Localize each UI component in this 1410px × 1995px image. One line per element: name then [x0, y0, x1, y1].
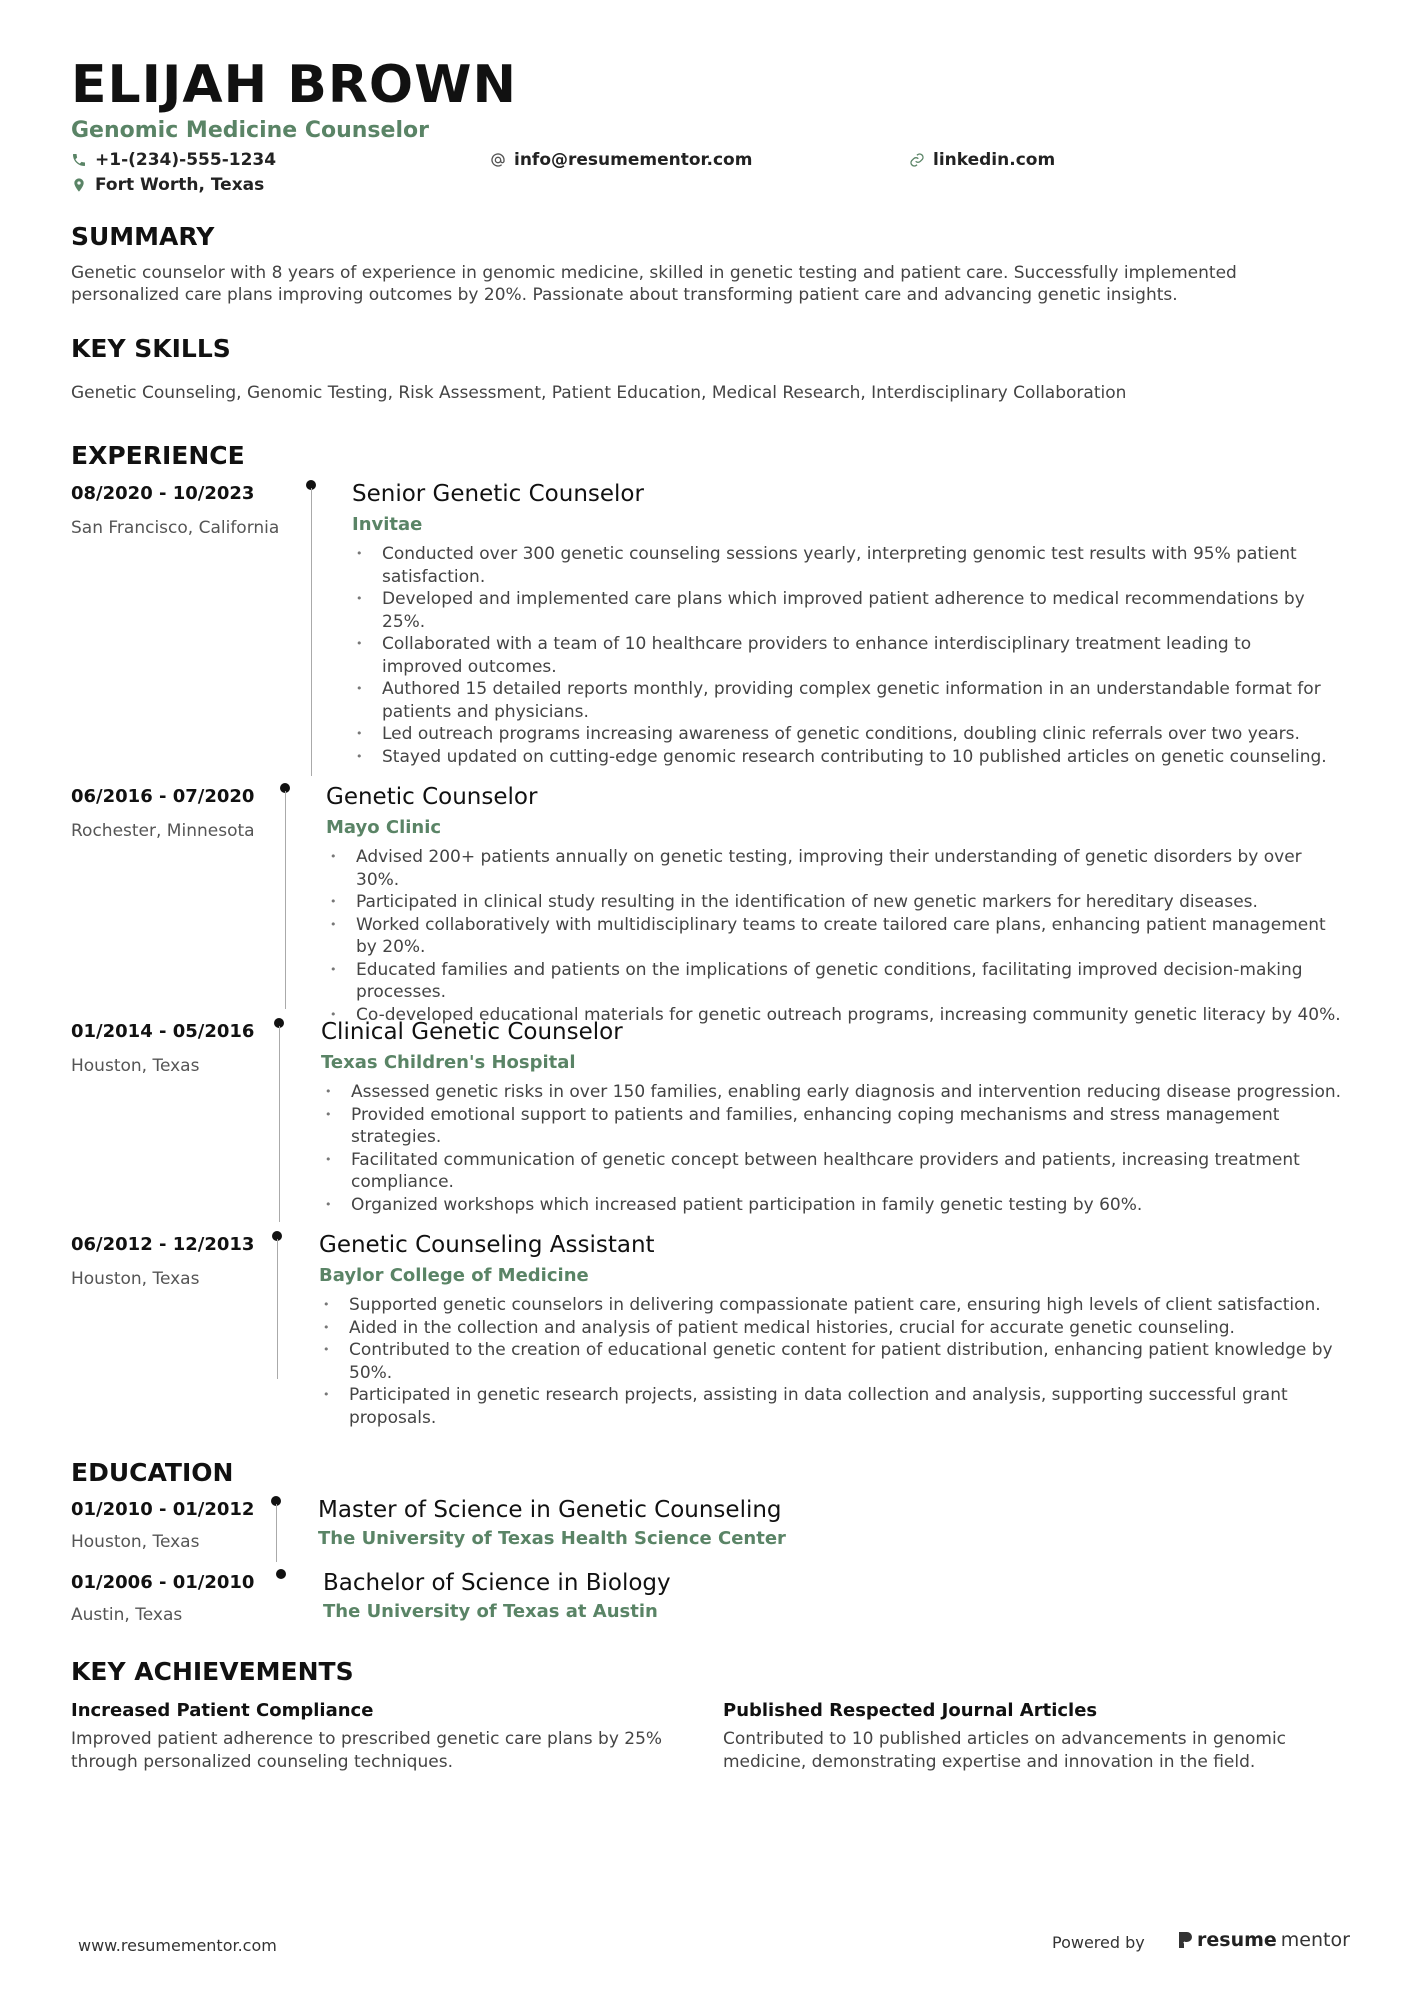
contact-linkedin[interactable] — [909, 150, 1055, 170]
powered-by-label: Powered by — [1052, 1933, 1145, 1952]
contact-phone — [71, 150, 276, 170]
list-item: • Educated families and patients on the implications of genetic conditions, facilitating improved decision-making processes. — [328, 959, 1348, 1004]
list-item: • Co-developed educational materials for genetic outreach programs, increasing community genetic literacy by 40%. — [328, 1004, 1348, 1027]
list-item: • Participated in clinical study resulting in the identification of new genetic markers for hereditary diseases. — [328, 891, 1348, 914]
job-dates: 06/2012 - 12/2013 — [71, 1234, 255, 1255]
timeline-dot — [276, 1569, 286, 1579]
timeline-line — [311, 488, 312, 776]
link-icon — [909, 152, 925, 168]
job-dates: 01/2014 - 05/2016 — [71, 1021, 255, 1042]
phone-icon — [71, 152, 87, 168]
edu-school: The University of Texas Health Science Center — [318, 1528, 786, 1549]
edu-school: The University of Texas at Austin — [323, 1601, 658, 1622]
list-item: • Conducted over 300 genetic counseling sessions yearly, interpreting genomic test results with 95% patient satisfaction. — [354, 543, 1334, 588]
list-item: • Participated in genetic research projects, assisting in data collection and analysis, supporting successful grant proposals. — [321, 1384, 1341, 1429]
timeline-line — [285, 791, 286, 1009]
at-icon — [490, 152, 506, 168]
email-text: info@resumementor.com — [514, 150, 753, 170]
list-item: • Advised 200+ patients annually on genetic testing, improving their understanding of genetic disorders by over 30%. — [328, 846, 1348, 891]
job-location: Houston, Texas — [71, 1269, 200, 1289]
candidate-title: Genomic Medicine Counselor — [71, 118, 429, 143]
edu-degree: Bachelor of Science in Biology — [323, 1570, 671, 1596]
job-bullets — [321, 1294, 1341, 1429]
achievement-text: Contributed to 10 published articles on advancements in genomic medicine, demonstrating expertise and innovation in the field. — [723, 1729, 1287, 1772]
summary-heading: SUMMARY — [71, 222, 215, 251]
job-bullets — [328, 846, 1348, 1026]
list-item: • Contributed to the creation of educational genetic content for patient distribution, enhancing patient knowledge by 50%. — [321, 1339, 1341, 1384]
phone-text: +1-(234)-555-1234 — [95, 150, 277, 170]
location-text: Fort Worth, Texas — [95, 175, 265, 195]
edu-location: Austin, Texas — [71, 1605, 183, 1625]
list-item: • Authored 15 detailed reports monthly, providing complex genetic information in an understandable format for patients and physicians. — [354, 678, 1334, 723]
job-dates: 06/2016 - 07/2020 — [71, 786, 255, 807]
list-item: • Stayed updated on cutting-edge genomic research contributing to 10 published articles on genetic counseling. — [354, 746, 1334, 769]
job-company: Invitae — [352, 514, 423, 535]
contact-location — [71, 175, 264, 195]
list-item: • Collaborated with a team of 10 healthcare providers to enhance interdisciplinary treatment leading to improved outcomes. — [354, 633, 1334, 678]
skills-heading: KEY SKILLS — [71, 334, 231, 363]
job-bullets — [323, 1081, 1343, 1216]
timeline-line — [276, 1504, 277, 1562]
contact-email[interactable] — [490, 150, 752, 170]
brand-bold: resume — [1197, 1929, 1277, 1951]
list-item: • Provided emotional support to patients and families, enhancing coping mechanisms and stress management strategies. — [323, 1104, 1343, 1149]
job-role: Genetic Counseling Assistant — [319, 1232, 655, 1258]
achievement-title: Increased Patient Compliance — [71, 1700, 374, 1721]
job-role: Senior Genetic Counselor — [352, 481, 644, 507]
footer-url[interactable]: www.resumementor.com — [78, 1936, 277, 1955]
achievements-heading: KEY ACHIEVEMENTS — [71, 1657, 354, 1686]
education-heading: EDUCATION — [71, 1458, 234, 1487]
list-item: • Aided in the collection and analysis of patient medical histories, crucial for accurate genetic counseling. — [321, 1317, 1341, 1340]
job-location: Rochester, Minnesota — [71, 821, 255, 841]
linkedin-text: linkedin.com — [933, 150, 1056, 170]
candidate-name: ELIJAH BROWN — [71, 55, 517, 115]
job-company: Baylor College of Medicine — [319, 1265, 589, 1286]
resumementor-logo-icon — [1177, 1930, 1193, 1950]
list-item: • Led outreach programs increasing awareness of genetic conditions, doubling clinic referrals over two years. — [354, 723, 1334, 746]
job-dates: 08/2020 - 10/2023 — [71, 483, 255, 504]
timeline-line — [279, 1026, 280, 1222]
experience-heading: EXPERIENCE — [71, 441, 245, 470]
summary-text: Genetic counselor with 8 years of experience in genomic medicine, skilled in genetic testing and patient care. Successfully implemented personalized care plans improving outcomes by 20%. Passionate about transforming patient care and advancing genetic insights. — [71, 263, 1237, 305]
edu-dates: 01/2006 - 01/2010 — [71, 1572, 255, 1593]
list-item: • Facilitated communication of genetic concept between healthcare providers and patients, increasing treatment compliance. — [323, 1149, 1343, 1194]
edu-degree: Master of Science in Genetic Counseling — [318, 1497, 782, 1523]
list-item: • Assessed genetic risks in over 150 families, enabling early diagnosis and intervention reducing disease progression. — [323, 1081, 1343, 1104]
edu-location: Houston, Texas — [71, 1532, 200, 1552]
list-item: • Worked collaboratively with multidisciplinary teams to create tailored care plans, enhancing patient management by 20%. — [328, 914, 1348, 959]
job-role: Clinical Genetic Counselor — [321, 1019, 623, 1045]
list-item: • Developed and implemented care plans which improved patient adherence to medical recommendations by 25%. — [354, 588, 1334, 633]
list-item: • Organized workshops which increased patient participation in family genetic testing by 60%. — [323, 1194, 1343, 1217]
edu-dates: 01/2010 - 01/2012 — [71, 1499, 255, 1520]
job-role: Genetic Counselor — [326, 784, 538, 810]
job-company: Texas Children's Hospital — [321, 1052, 576, 1073]
achievement-title: Published Respected Journal Articles — [723, 1700, 1098, 1721]
timeline-line — [277, 1239, 278, 1379]
job-bullets — [354, 543, 1334, 768]
location-pin-icon — [71, 177, 87, 193]
achievement-text: Improved patient adherence to prescribed genetic care plans by 25% through personalized counseling techniques. — [71, 1729, 663, 1772]
skills-text: Genetic Counseling, Genomic Testing, Risk Assessment, Patient Education, Medical Research, Interdisciplinary Collaboration — [71, 383, 1127, 403]
job-location: San Francisco, California — [71, 518, 280, 538]
job-location: Houston, Texas — [71, 1056, 200, 1076]
brand-light: mentor — [1280, 1929, 1350, 1951]
list-item: • Supported genetic counselors in delivering compassionate patient care, ensuring high levels of client satisfaction. — [321, 1294, 1341, 1317]
brand-logo[interactable] — [1177, 1929, 1350, 1951]
job-company: Mayo Clinic — [326, 817, 442, 838]
